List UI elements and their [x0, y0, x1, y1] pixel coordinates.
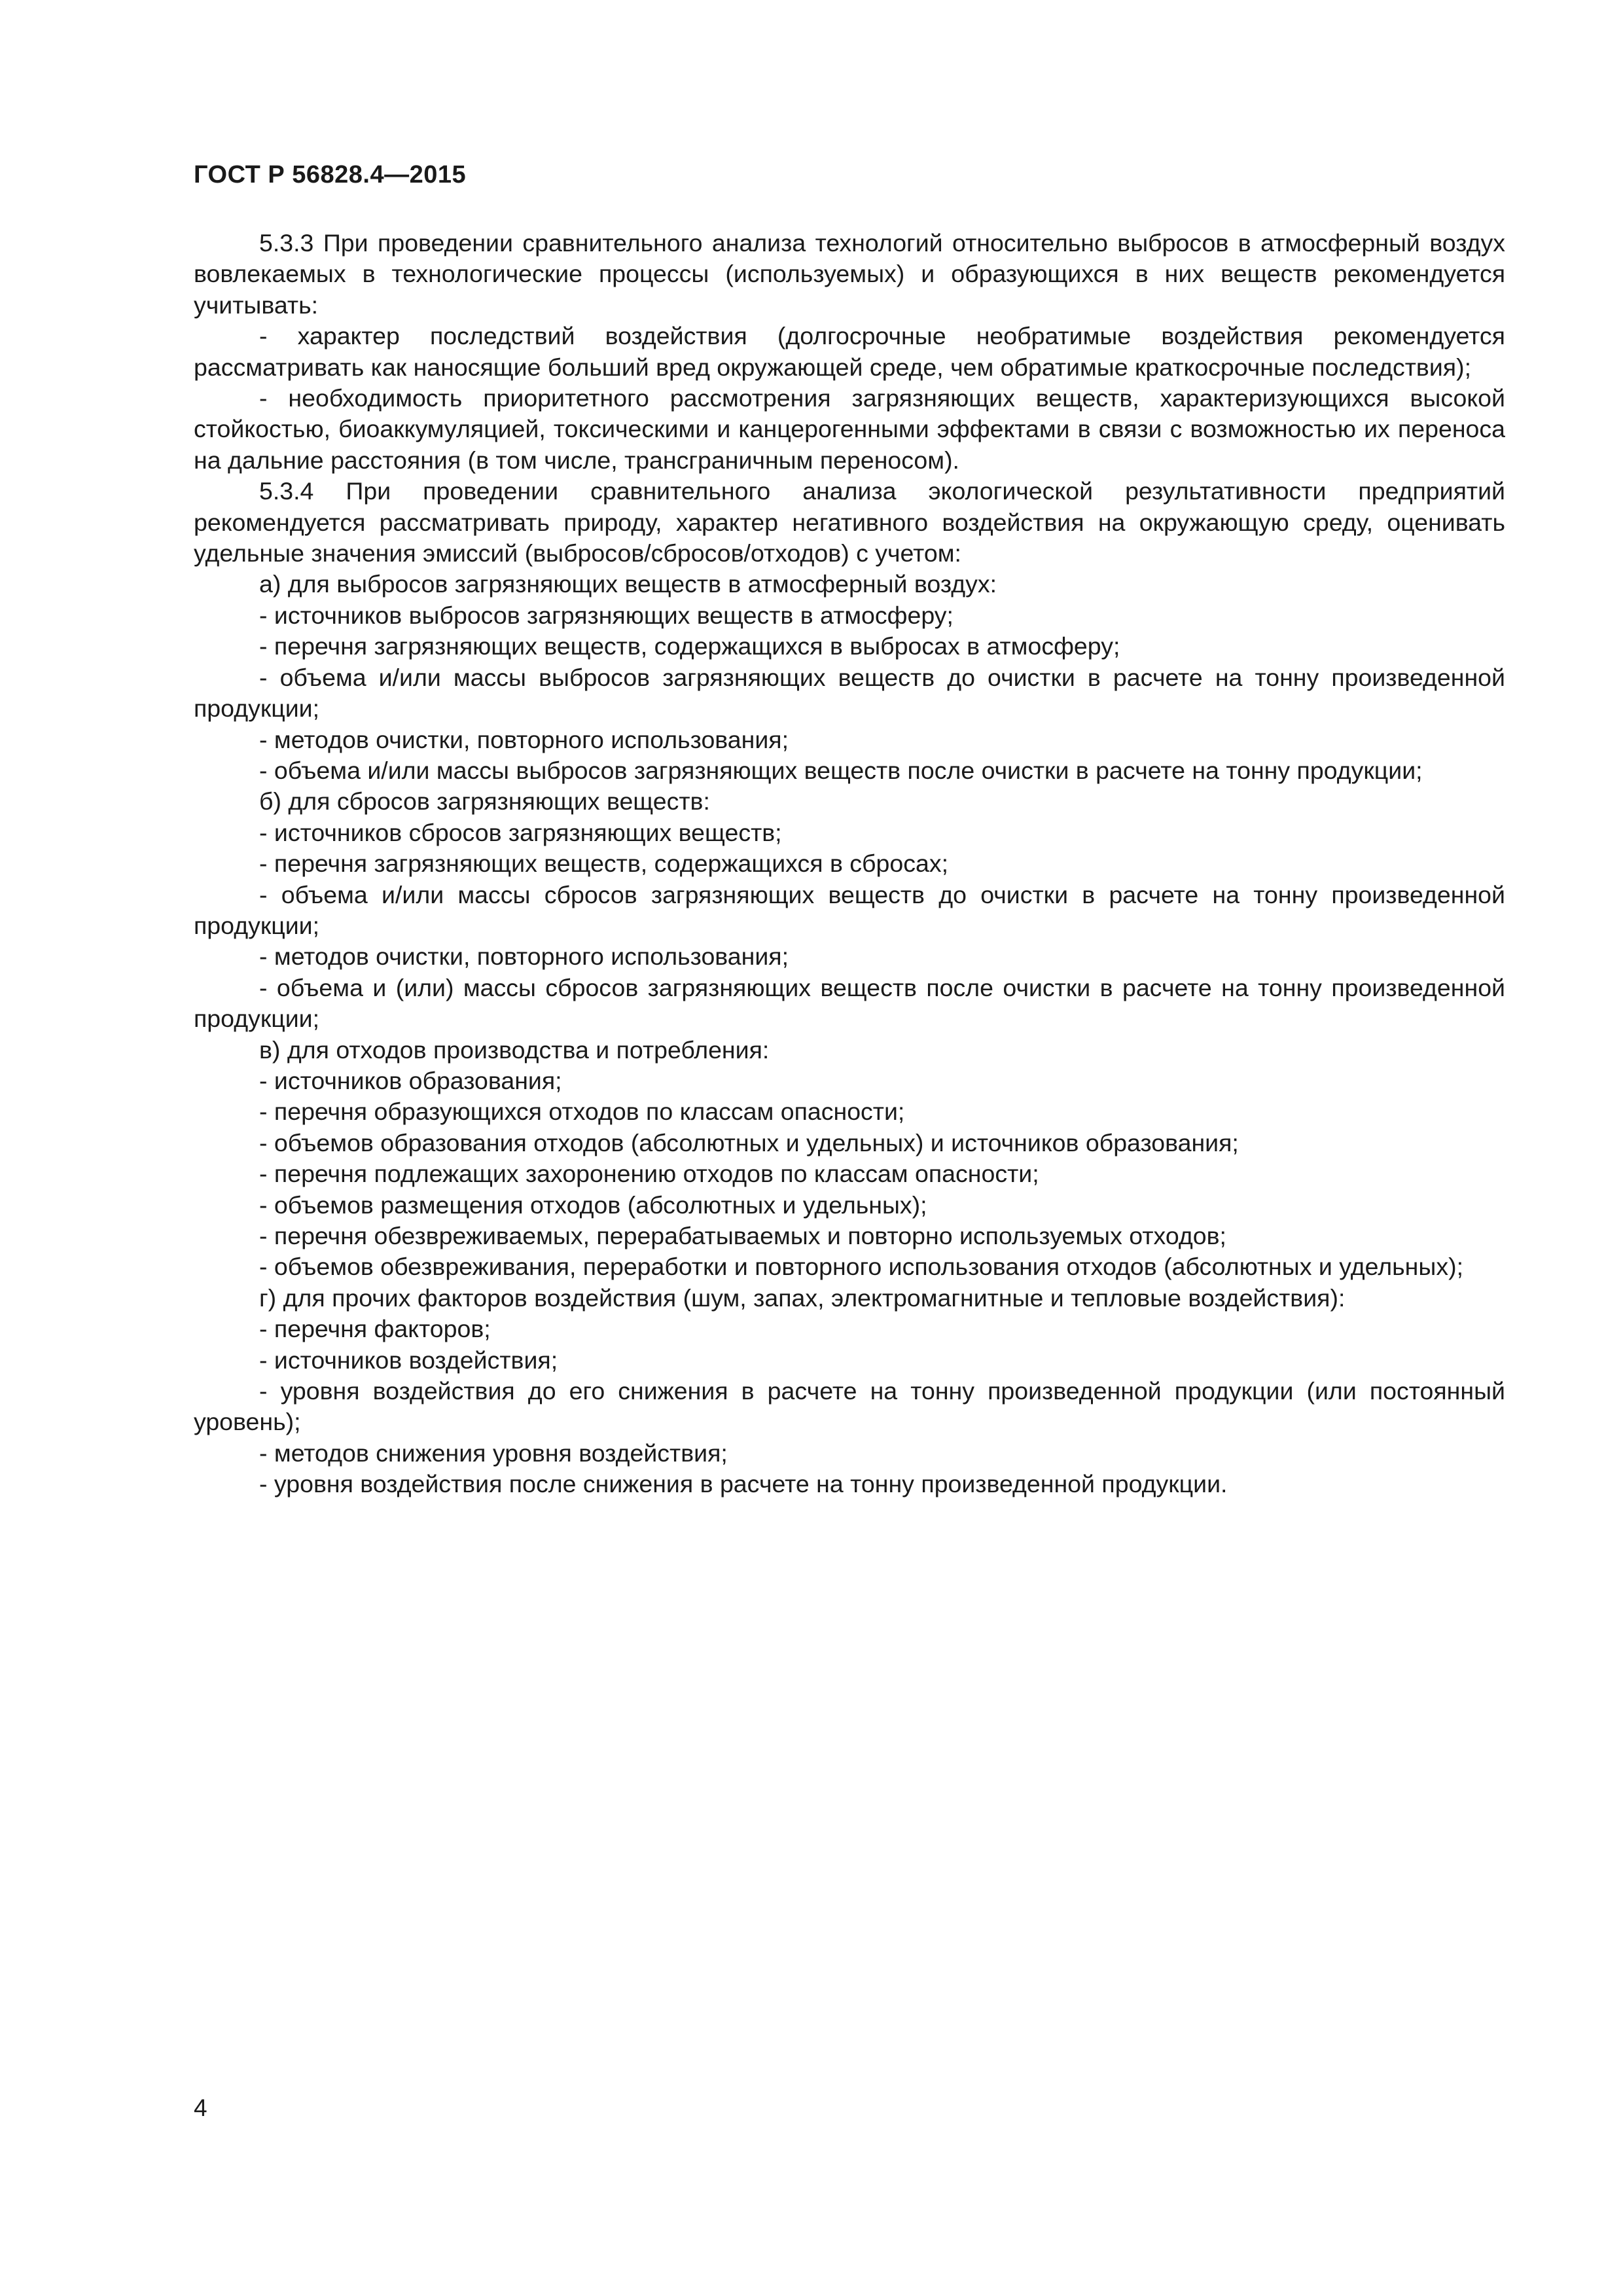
subsection-heading-a: а) для выбросов загрязняющих веществ в атмосферный воздух: [259, 570, 997, 598]
list-item: - необходимость приоритетного рассмотрения загрязняющих веществ, характеризующихся высокой стойкостью, биоаккумуляцией, токсическими и канцерогенными эффектами в связи с возможностью их переноса на дальние расстояния (в том числе, трансграничным переносом). [194, 384, 1505, 474]
subsection-heading-v: в) для отходов производства и потребления: [259, 1035, 770, 1064]
standard-id-header: ГОСТ Р 56828.4—2015 [194, 161, 467, 188]
list-item: - перечня подлежащих захоронению отходов по классам опасности; [259, 1160, 1039, 1188]
list-item: - источников сбросов загрязняющих веществ; [259, 818, 782, 846]
list-item: - перечня загрязняющих веществ, содержащихся в сбросах; [259, 850, 949, 878]
list-item: - уровня воздействия до его снижения в расчете на тонну произведенной продукции (или постоянный уровень); [194, 1377, 1505, 1436]
list-item: - методов снижения уровня воздействия; [259, 1439, 728, 1467]
list-item: - уровня воздействия после снижения в расчете на тонну произведенной продукции. [259, 1470, 1228, 1498]
list-item: - методов очистки, повторного использования; [259, 725, 789, 753]
list-item: - характер последствий воздействия (долгосрочные необратимые воздействия рекомендуется рассматривать как наносящие больший вред окружающей среде, чем обратимые краткосрочные последствия); [194, 322, 1505, 381]
list-item: - объемов размещения отходов (абсолютных и удельных); [259, 1191, 927, 1219]
subsection-heading-b: б) для сбросов загрязняющих веществ: [259, 787, 710, 816]
paragraph-5-3-3: 5.3.3 При проведении сравнительного анализа технологий относительно выбросов в атмосферный воздух вовлекаемых в технологические процессы (используемых) и образующихся в них веществ рекомендуется учитывать: [194, 229, 1505, 319]
list-item: - объема и (или) массы сбросов загрязняющих веществ после очистки в расчете на тонну произведенной продукции; [194, 973, 1505, 1033]
list-item: - объемов образования отходов (абсолютных и удельных) и источников образования; [259, 1128, 1239, 1157]
list-item: - перечня обезвреживаемых, перерабатываемых и повторно используемых отходов; [259, 1222, 1226, 1249]
list-item: - источников образования; [259, 1066, 562, 1094]
list-item: - перечня образующихся отходов по классам опасности; [259, 1098, 905, 1126]
page-number: 4 [194, 2094, 207, 2121]
paragraph-5-3-4: 5.3.4 При проведении сравнительного анализа экологической результативности предприятий рекомендуется рассматривать природу, характер негативного воздействия на окружающую среду, оценивать удельные значения эмиссий (выбросов/сбросов/отходов) с учетом: [194, 477, 1505, 567]
document-body [194, 228, 1505, 1500]
subsection-heading-g: г) для прочих факторов воздействия (шум, запах, электромагнитные и тепловые воздействия): [259, 1283, 1346, 1312]
list-item: - объема и/или массы сбросов загрязняющих веществ до очистки в расчете на тонну произведенной продукции; [194, 880, 1505, 939]
list-item: - объема и/или массы выбросов загрязняющих веществ после очистки в расчете на тонну продукции; [259, 756, 1423, 784]
list-item: - объема и/или массы выбросов загрязняющих веществ до очистки в расчете на тонну произведенной продукции; [194, 663, 1505, 723]
list-item: - перечня загрязняющих веществ, содержащихся в выбросах в атмосферу; [259, 632, 1120, 660]
list-item: - источников воздействия; [259, 1346, 558, 1374]
list-item: - объемов обезвреживания, переработки и повторного использования отходов (абсолютных и удельных); [259, 1253, 1463, 1281]
list-item: - источников выбросов загрязняющих веществ в атмосферу; [259, 601, 954, 629]
list-item: - методов очистки, повторного использования; [259, 942, 789, 971]
list-item: - перечня факторов; [259, 1315, 491, 1343]
